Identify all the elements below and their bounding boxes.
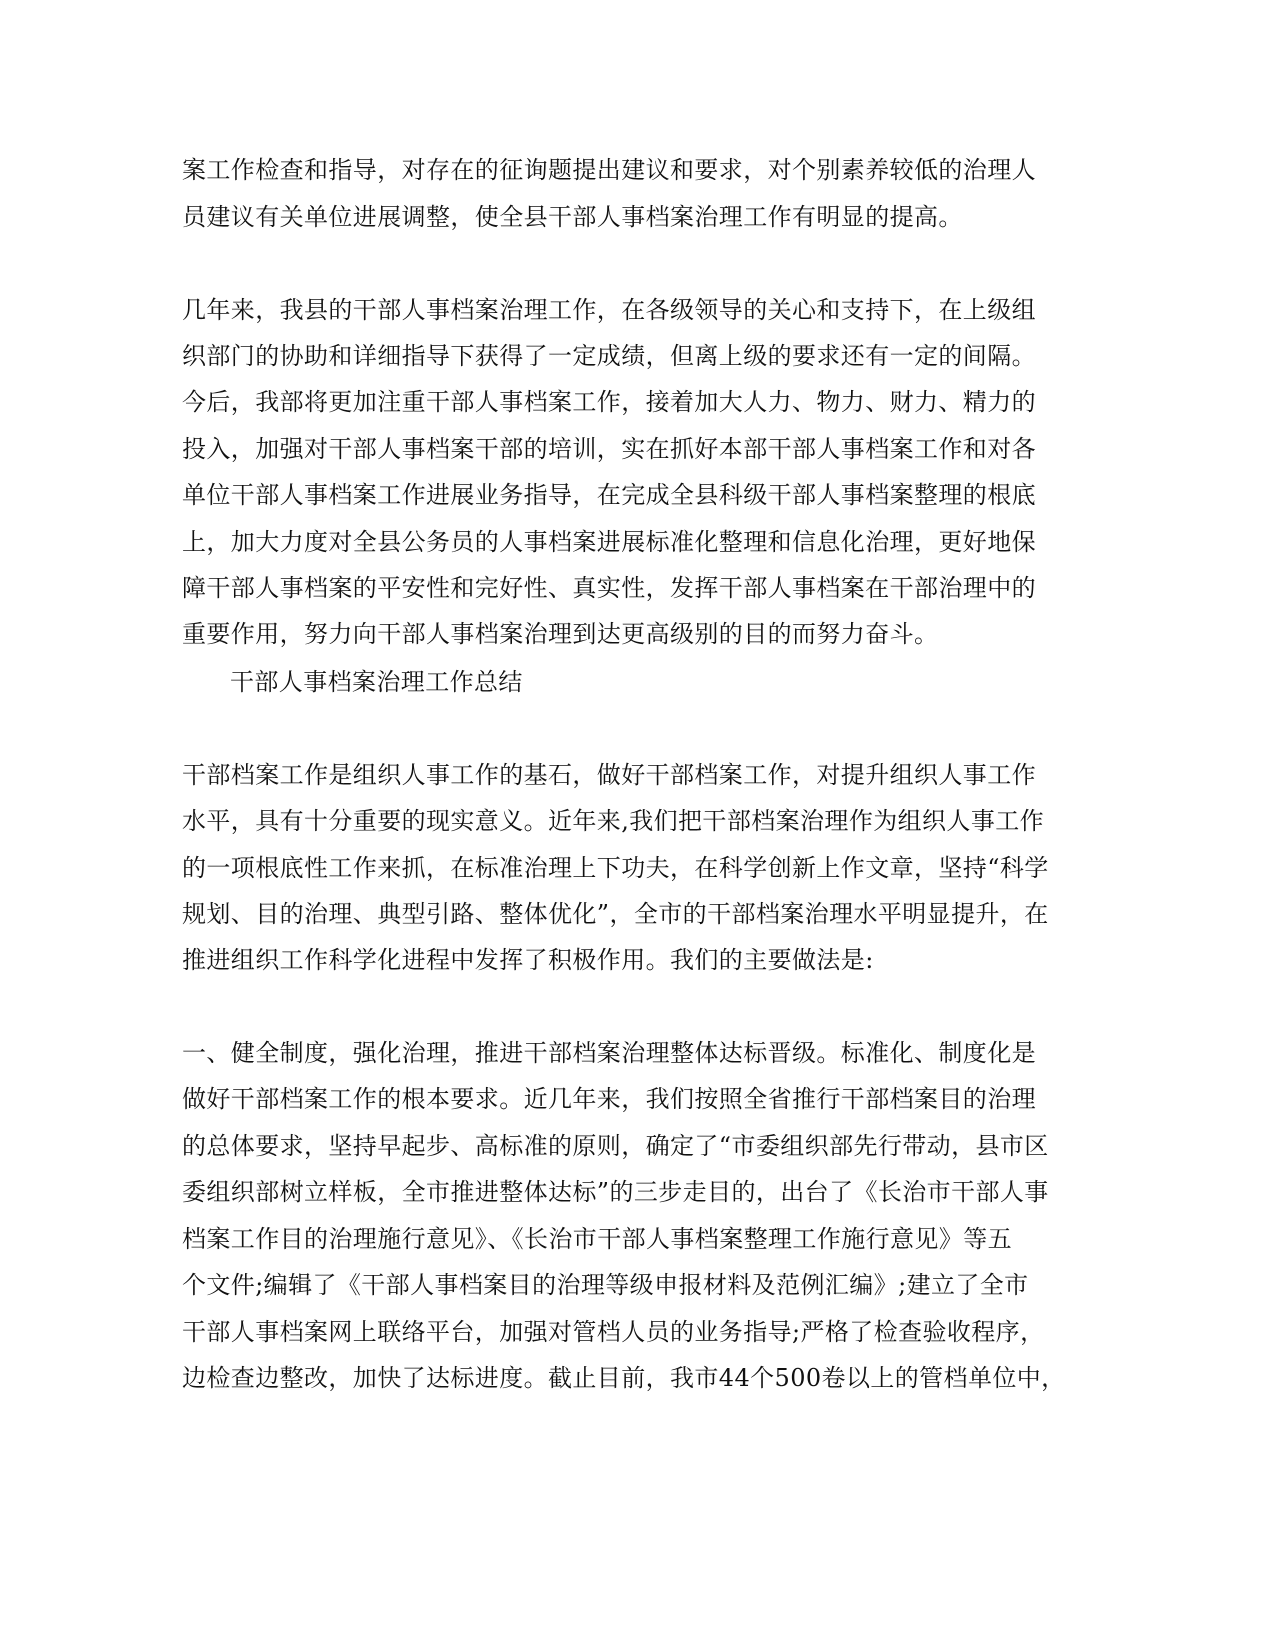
paragraph-line: 案工作检查和指导，对存在的征询题提出建议和要求，对个别素养较低的治理人	[182, 156, 1036, 184]
paragraph-line: 委组织部树立样板，全市推进整体达标”的三步走目的，出台了《长治市干部人事	[182, 1178, 1049, 1206]
section-title: 干部人事档案治理工作总结	[230, 668, 523, 696]
paragraph-line: 几年来，我县的干部人事档案治理工作，在各级领导的关心和支持下，在上级组	[182, 296, 1036, 324]
paragraph-line: 个文件;编辑了《干部人事档案目的治理等级申报材料及范例汇编》;建立了全市	[182, 1271, 1029, 1299]
paragraph-line: 重要作用，努力向干部人事档案治理到达更高级别的目的而努力奋斗。	[182, 620, 939, 648]
paragraph-line: 员建议有关单位进展调整，使全县干部人事档案治理工作有明显的提高。	[182, 203, 963, 231]
paragraph-line: 边检查边整改，加快了达标进度。截止目前，我市44个500卷以上的管档单位中，	[182, 1364, 1066, 1392]
paragraph-line: 的一项根底性工作来抓，在标准治理上下功夫，在科学创新上作文章，坚持“科学	[182, 854, 1049, 882]
paragraph-line: 档案工作目的治理施行意见》、《长治市干部人事档案整理工作施行意见》等五	[182, 1225, 1012, 1253]
paragraph-line: 做好干部档案工作的根本要求。近几年来，我们按照全省推行干部档案目的治理	[182, 1085, 1036, 1113]
paragraph-line: 干部人事档案网上联络平台，加强对管档人员的业务指导;严格了检查验收程序，	[182, 1318, 1045, 1346]
paragraph-line: 投入，加强对干部人事档案干部的培训，实在抓好本部干部人事档案工作和对各	[182, 435, 1036, 463]
paragraph-line: 障干部人事档案的平安性和完好性、真实性，发挥干部人事档案在干部治理中的	[182, 574, 1036, 602]
paragraph-line: 上，加大力度对全县公务员的人事档案进展标准化整理和信息化治理，更好地保	[182, 528, 1036, 556]
paragraph-line: 推进组织工作科学化进程中发挥了积极作用。我们的主要做法是:	[182, 946, 874, 974]
paragraph-line: 今后，我部将更加注重干部人事档案工作，接着加大人力、物力、财力、精力的	[182, 388, 1036, 416]
paragraph-line: 织部门的协助和详细指导下获得了一定成绩，但离上级的要求还有一定的间隔。	[182, 342, 1036, 370]
paragraph-line: 的总体要求，坚持早起步、高标准的原则，确定了“市委组织部先行带动，县市区	[182, 1132, 1049, 1160]
paragraph-line: 一、健全制度，强化治理，推进干部档案治理整体达标晋级。标准化、制度化是	[182, 1039, 1036, 1067]
paragraph-line: 单位干部人事档案工作进展业务指导，在完成全县科级干部人事档案整理的根底	[182, 481, 1036, 509]
paragraph-line: 干部档案工作是组织人事工作的基石，做好干部档案工作，对提升组织人事工作	[182, 761, 1036, 789]
paragraph-line: 规划、目的治理、典型引路、整体优化”，全市的干部档案治理水平明显提升，在	[182, 900, 1049, 928]
paragraph-line: 水平，具有十分重要的现实意义。近年来,我们把干部档案治理作为组织人事工作	[182, 807, 1045, 835]
